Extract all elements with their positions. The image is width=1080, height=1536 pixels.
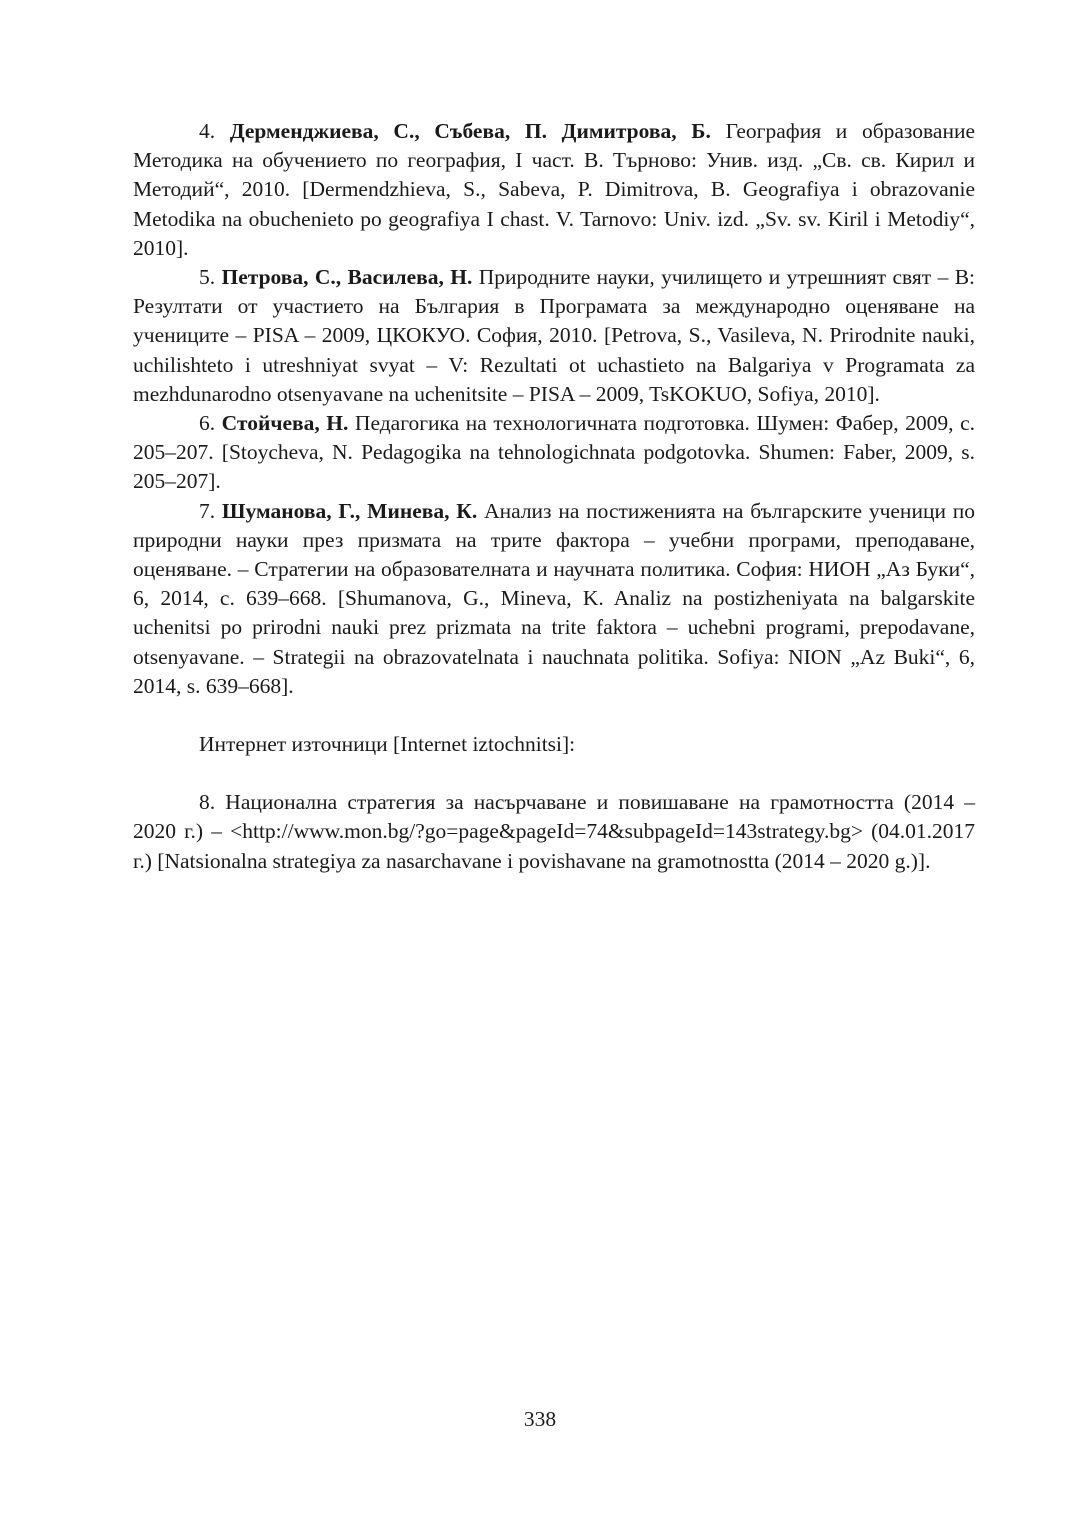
reference-number: 5. [199, 265, 216, 290]
reference-item [133, 497, 975, 701]
reference-text: Природните науки, училището и утрешният свят – В: Резултати от участието на България в Програмата за международно оценяване на учениците – PISA – 2009, ЦКОКУО. София, 2010. [Petrova, S., Vasileva, N. Prirodnite nauki, uchilishteto i utreshniyat svyat – V: Rezultati ot uchastieto na Balgariya v Programata za mezhdunarodno otsenyavane na uchenitsite – PISA – 2009, TsKOKUO, Sofiya, 2010]. [133, 265, 976, 406]
reference-number: 4. [199, 119, 216, 143]
reference-item [133, 263, 975, 409]
internet-sources-heading: Интернет източници [Internet iztochnitsi]: [199, 732, 576, 757]
page-number: 338 [523, 1407, 557, 1431]
reference-text: Анализ на постиженията на българските ученици по природни науки през призмата на трите фактора – учебни програми, преподаване, оценяване. – Стратегии на образователната и научната политика. София: НИОН „Аз Буки“, 6, 2014, с. 639–668. [Shumanova, G., Mineva, K. Analiz na postizheniyata na balgarskite uchenitsi po prirodni nauki prez prizmata na trite faktora – uchebni programi, prepodavane, otsenyavane. – Strategii na obrazovatelnata i nauchnata politika. Sofiya: NION „Az Buki“, 6, 2014, s. 639–668]. [133, 498, 976, 698]
page-content [133, 117, 975, 876]
reference-number: 8. [199, 790, 216, 815]
reference-text: Национална стратегия за насърчаване и повишаване на грамотността (2014 – 2020 г.) – <http://www.mon.bg/?go=page&pageId=74&subpageId=143strategy.bg> (04.01.2017 г.) [Natsionalna strategiya za nasarchavane i povishavane na gramotnostta (2014 – 2020 g.)]. [133, 790, 975, 873]
reference-text: Педагогика на технологичната подготовка. Шумен: Фабер, 2009, с. 205–207. [Stoycheva, N. Pedagogika na tehnologichnata podgotovka. Shumen: Faber, 2009, s. 205–207]. [133, 411, 976, 494]
reference-authors: Дерменджиева, С., Събева, П. Димитрова, Б. [229, 119, 711, 143]
reference-item [133, 409, 975, 497]
reference-item [133, 117, 975, 263]
reference-authors: Петрова, С., Василева, Н. [221, 265, 473, 290]
reference-number: 7. [199, 498, 216, 523]
reference-number: 6. [199, 411, 216, 436]
reference-authors: Стойчева, Н. [221, 411, 349, 436]
reference-text: География и образование Методика на обучението по география, І част. В. Търново: Унив. изд. „Св. св. Кирил и Методий“, 2010. [Dermendzhieva, S., Sabeva, P. Dimitrova, B. Geografiya i obrazovanie Metodika na obuchenieto po geografiya I chast. V. Tarnovo: Univ. izd. „Sv. sv. Kiril i Metodiy“, 2010]. [133, 119, 976, 260]
reference-authors: Шуманова, Г., Минева, К. [221, 498, 478, 523]
reference-item [133, 788, 975, 876]
